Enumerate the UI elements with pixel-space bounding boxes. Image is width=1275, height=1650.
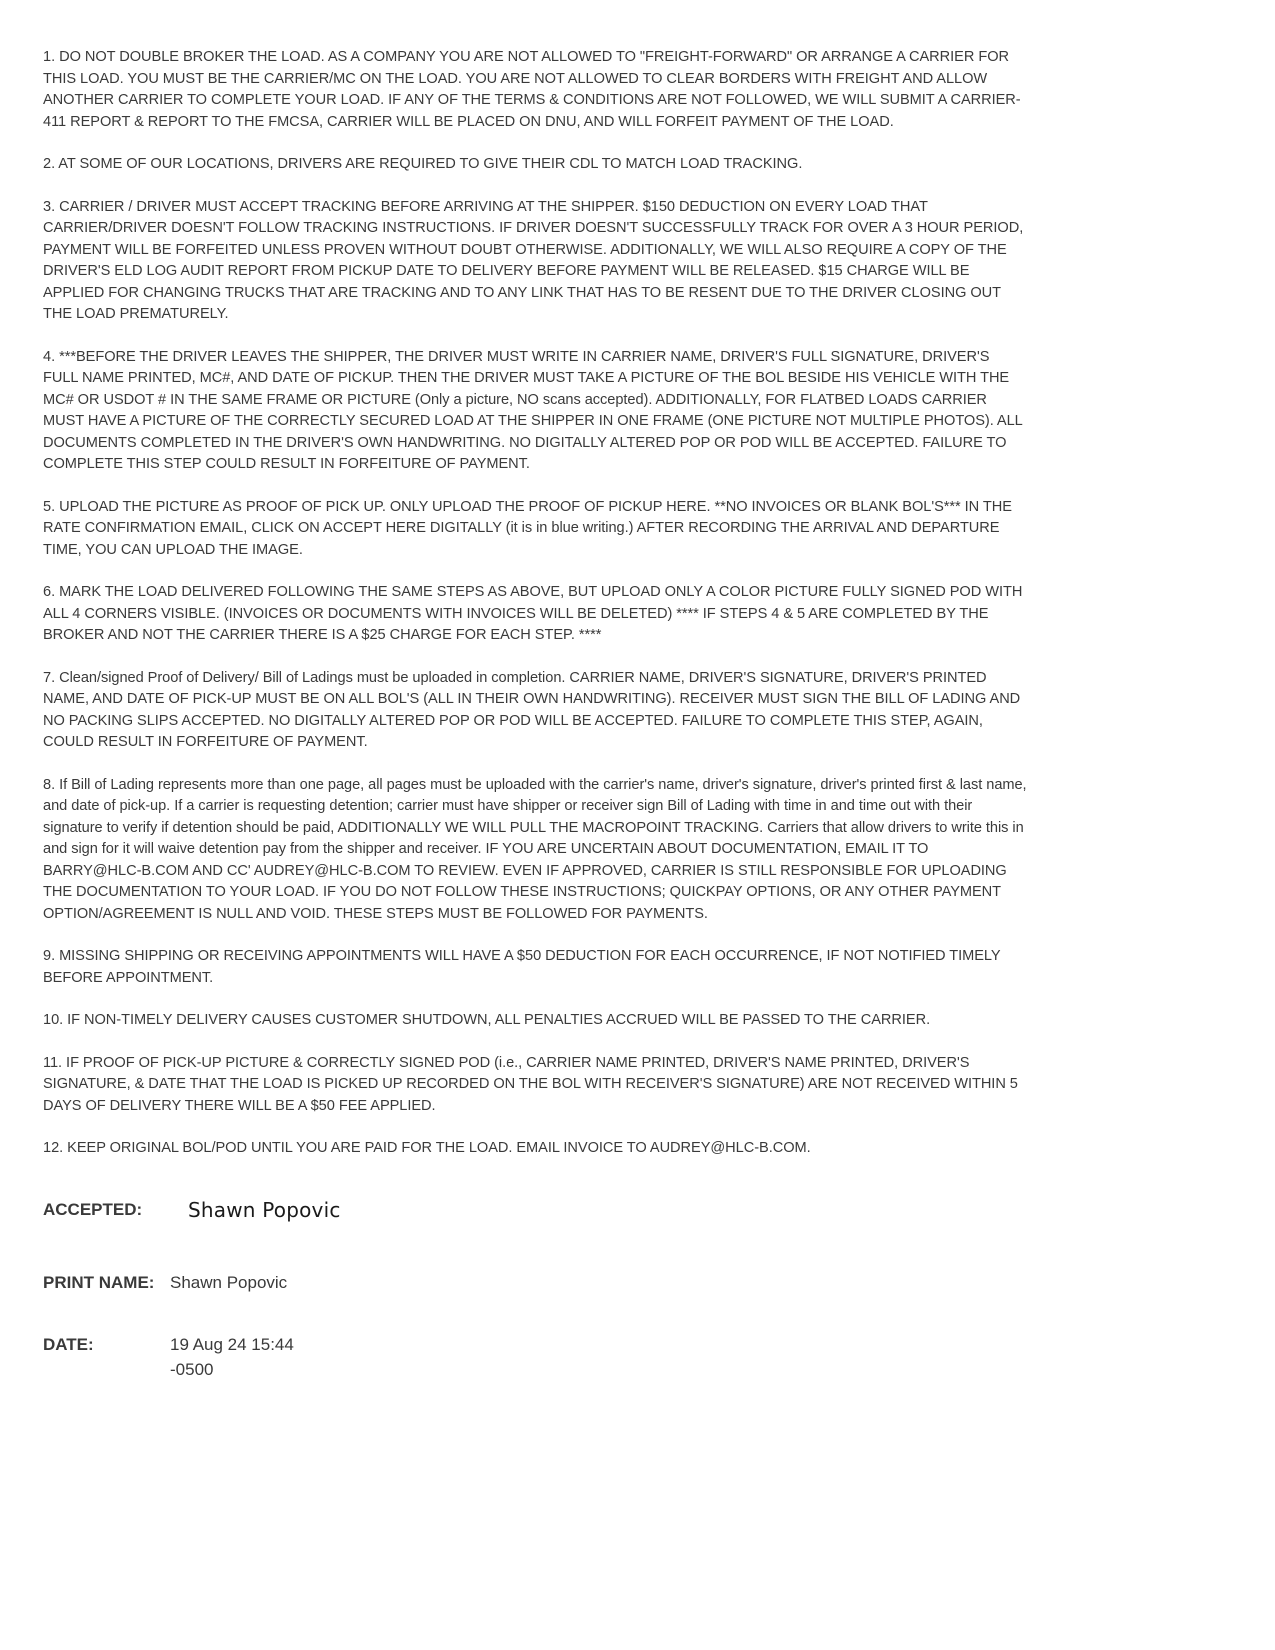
term-item: 6. MARK THE LOAD DELIVERED FOLLOWING THE SAME STEPS AS ABOVE, BUT UPLOAD ONLY A COLOR PICTURE FULLY SIGNED POD WITH ALL 4 CORNERS VISIBLE. (INVOICES OR DOCUMENTS WITH INVOICES WILL BE DELETED) **** IF STEPS 4 & 5 ARE COMPLETED BY THE BROKER AND NOT THE CARRIER THERE IS A $25 CHARGE FOR EACH STEP. **** [43, 584, 1023, 643]
terms-list [43, 47, 1028, 1160]
term-item: 4. ***BEFORE THE DRIVER LEAVES THE SHIPPER, THE DRIVER MUST WRITE IN CARRIER NAME, DRIVER'S FULL SIGNATURE, DRIVER'S FULL NAME PRINTED, MC#, AND DATE OF PICKUP. THEN THE DRIVER MUST TAKE A PICTURE OF THE BOL BESIDE HIS VEHICLE WITH THE MC# OR USDOT # IN THE SAME FRAME OR PICTURE (Only a picture, NO scans accepted). ADDITIONALLY, FOR FLATBED LOADS CARRIER MUST HAVE A PICTURE OF THE CORRECTLY SECURED LOAD AT THE SHIPPER IN ONE FRAME (ONE PICTURE NOT MULTIPLE PHOTOS). ALL DOCUMENTS COMPLETED IN THE DRIVER'S OWN HANDWRITING. NO DIGITALLY ALTERED POP OR POD WILL BE ACCEPTED. FAILURE TO COMPLETE THIS STEP COULD RESULT IN FORFEITURE OF PAYMENT. [43, 348, 1023, 472]
acceptance-block [43, 1195, 643, 1379]
term-item: 11. IF PROOF OF PICK-UP PICTURE & CORRECTLY SIGNED POD (i.e., CARRIER NAME PRINTED, DRIVER'S NAME PRINTED, DRIVER'S SIGNATURE, & DATE THAT THE LOAD IS PICKED UP RECORDED ON THE BOL WITH RECEIVER'S SIGNATURE) ARE NOT RECEIVED WITHIN 5 DAYS OF DELIVERY THERE WILL BE A $50 FEE APPLIED. [43, 1054, 1018, 1114]
term-item: 1. DO NOT DOUBLE BROKER THE LOAD. AS A COMPANY YOU ARE NOT ALLOWED TO "FREIGHT-FORWARD" OR ARRANGE A CARRIER FOR THIS LOAD. YOU MUST BE THE CARRIER/MC ON THE LOAD. YOU ARE NOT ALLOWED TO CLEAR BORDERS WITH FREIGHT AND ALLOW ANOTHER CARRIER TO COMPLETE YOUR LOAD. IF ANY OF THE TERMS & CONDITIONS ARE NOT FOLLOWED, WE WILL SUBMIT A CARRIER-411 REPORT & REPORT TO THE FMCSA, CARRIER WILL BE PLACED ON DNU, AND WILL FORFEIT PAYMENT OF THE LOAD. [43, 49, 1021, 130]
term-item: 10. IF NON-TIMELY DELIVERY CAUSES CUSTOMER SHUTDOWN, ALL PENALTIES ACCRUED WILL BE PASSED TO THE CARRIER. [43, 1012, 931, 1028]
print-name-row [43, 1270, 643, 1295]
accepted-label: ACCEPTED: [43, 1200, 143, 1219]
term-item: 9. MISSING SHIPPING OR RECEIVING APPOINTMENTS WILL HAVE A $50 DEDUCTION FOR EACH OCCURRENCE, IF NOT NOTIFIED TIMELY BEFORE APPOINTMENT. [43, 948, 1001, 986]
print-name-label: PRINT NAME: [43, 1273, 155, 1292]
term-item: 8. If Bill of Lading represents more than one page, all pages must be uploaded with the carrier's name, driver's signature, driver's printed first & last name, and date of pick-up. If a carrier is requesting detention; carrier must have shipper or receiver sign Bill of Lading with time in and time out with their signature to verify if detention should be paid, ADDITIONALLY WE WILL PULL THE MACROPOINT TRACKING. Carriers that allow drivers to write this in and sign for it will waive detention pay from the shipper and receiver. IF YOU ARE UNCERTAIN ABOUT DOCUMENTATION, EMAIL IT TO BARRY@HLC-B.COM AND CC' AUDREY@HLC-B.COM TO REVIEW. EVEN IF APPROVED, CARRIER IS STILL RESPONSIBLE FOR UPLOADING THE DOCUMENTATION TO YOUR LOAD. IF YOU DO NOT FOLLOW THESE INSTRUCTIONS; QUICKPAY OPTIONS, OR ANY OTHER PAYMENT OPTION/AGREEMENT IS NULL AND VOID. THESE STEPS MUST BE FOLLOWED FOR PAYMENTS. [43, 776, 1027, 922]
date-value: 19 Aug 24 15:44 -0500 [170, 1335, 294, 1379]
date-row [43, 1332, 643, 1382]
term-item: 3. CARRIER / DRIVER MUST ACCEPT TRACKING BEFORE ARRIVING AT THE SHIPPER. $150 DEDUCTION ON EVERY LOAD THAT CARRIER/DRIVER DOESN'T FOLLOW TRACKING INSTRUCTIONS. IF DRIVER DOESN'T SUCCESSFULLY TRACK FOR OVER A 3 HOUR PERIOD, PAYMENT WILL BE FORFEITED UNLESS PROVEN WITHOUT DOUBT OTHERWISE. ADDITIONALLY, WE WILL ALSO REQUIRE A COPY OF THE DRIVER'S ELD LOG AUDIT REPORT FROM PICKUP DATE TO DELIVERY BEFORE PAYMENT WILL BE RELEASED. $15 CHARGE WILL BE APPLIED FOR CHANGING TRUCKS THAT ARE TRACKING AND TO ANY LINK THAT HAS TO BE RESENT DUE TO THE DRIVER CLOSING OUT THE LOAD PREMATURELY. [43, 198, 1024, 322]
terms-section [43, 47, 1028, 1181]
term-item: 5. UPLOAD THE PICTURE AS PROOF OF PICK UP. ONLY UPLOAD THE PROOF OF PICKUP HERE. **NO INVOICES OR BLANK BOL'S*** IN THE RATE CONFIRMATION EMAIL, CLICK ON ACCEPT HERE DIGITALLY (it is in blue writing.) AFTER RECORDING THE ARRIVAL AND DEPARTURE TIME, YOU CAN UPLOAD THE IMAGE. [43, 498, 1012, 558]
print-name-value: Shawn Popovic [170, 1273, 288, 1292]
date-label: DATE: [43, 1335, 94, 1354]
accepted-row [43, 1195, 643, 1225]
term-item: 7. Clean/signed Proof of Delivery/ Bill of Ladings must be uploaded in completion. CARRIER NAME, DRIVER'S SIGNATURE, DRIVER'S PRINTED NAME, AND DATE OF PICK-UP MUST BE ON ALL BOL'S (ALL IN THEIR OWN HANDWRITING). RECEIVER MUST SIGN THE BILL OF LADING AND NO PACKING SLIPS ACCEPTED. NO DIGITALLY ALTERED POP OR POD WILL BE ACCEPTED. FAILURE TO COMPLETE THIS STEP, AGAIN, COULD RESULT IN FORFEITURE OF PAYMENT. [43, 669, 1021, 750]
term-item: 12. KEEP ORIGINAL BOL/POD UNTIL YOU ARE PAID FOR THE LOAD. EMAIL INVOICE TO AUDREY@HLC-B.COM. [43, 1140, 811, 1156]
signature: Shawn Popovic [188, 1198, 341, 1222]
term-item: 2. AT SOME OF OUR LOCATIONS, DRIVERS ARE REQUIRED TO GIVE THEIR CDL TO MATCH LOAD TRACKING. [43, 156, 803, 172]
